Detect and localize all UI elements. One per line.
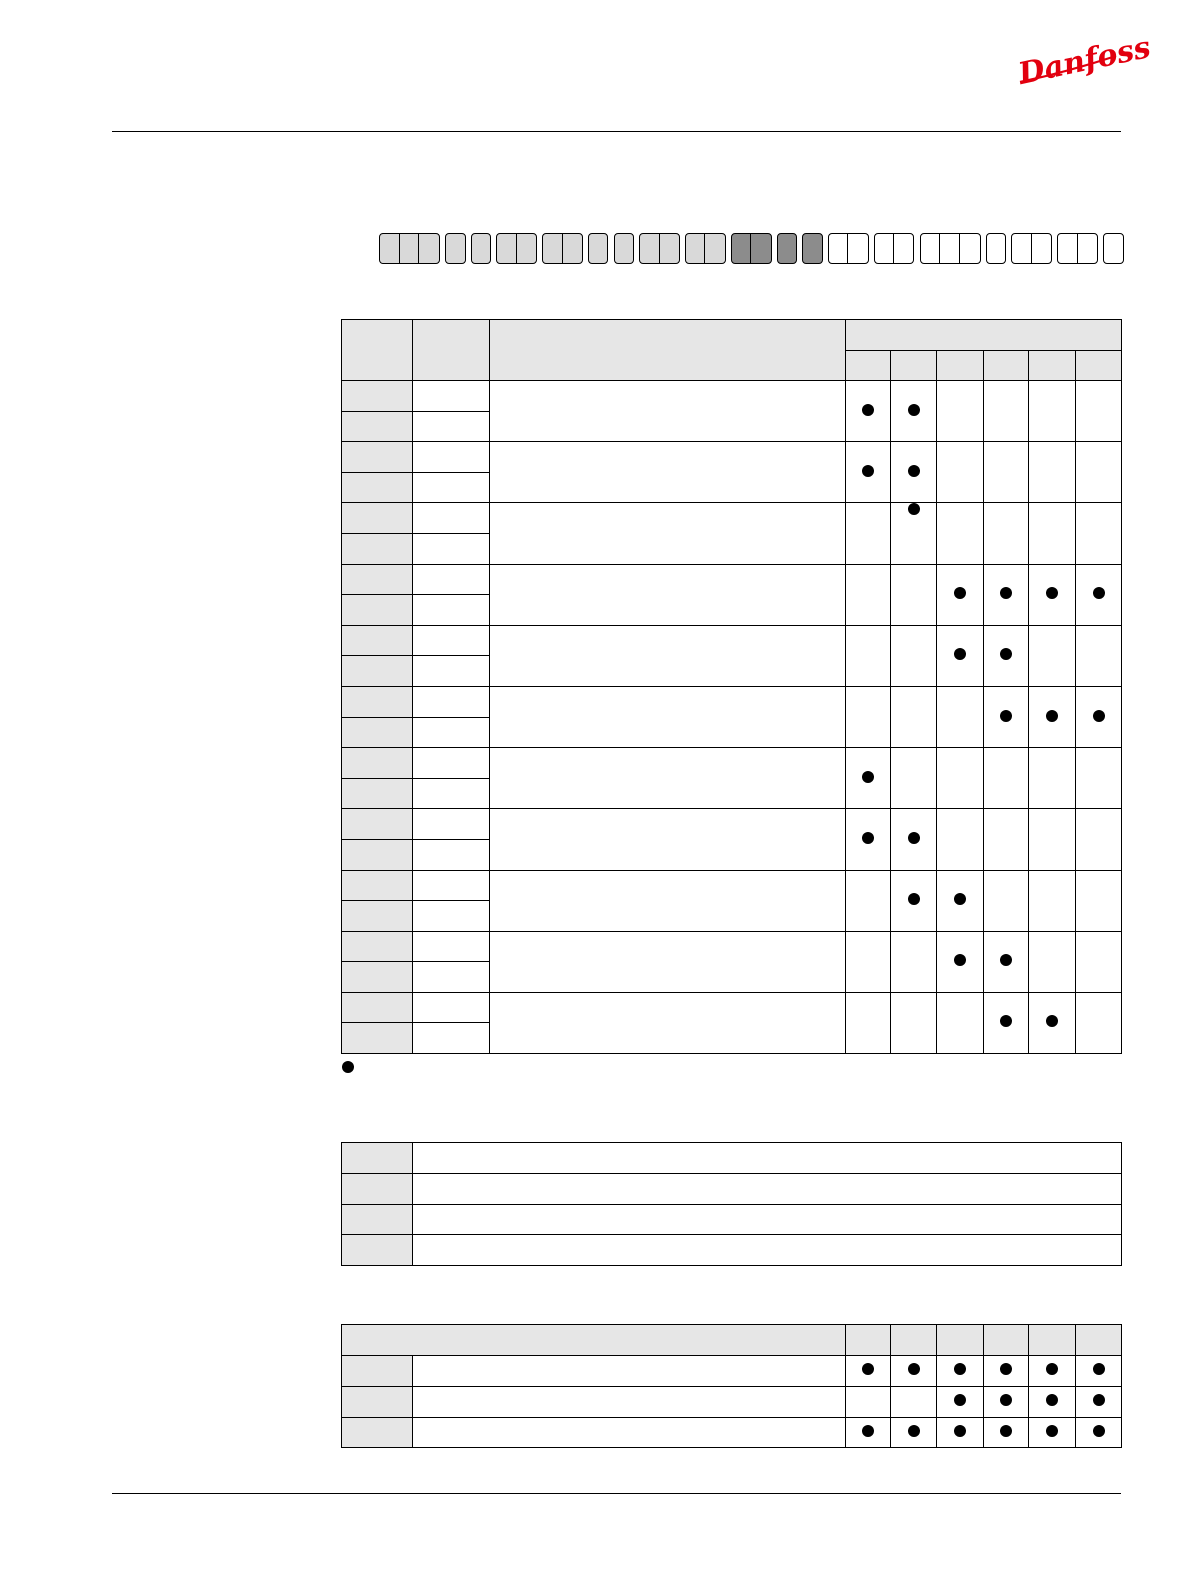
header-subcell [891,1325,937,1356]
table-row [342,1356,1122,1387]
description-cell [490,992,846,1053]
code-cell [342,503,413,534]
code-position-cell [778,234,796,263]
code-cell [342,931,413,962]
table-row [342,1204,1122,1235]
availability-cell [846,870,891,931]
code-position-group [471,233,491,264]
availability-cell [937,381,984,442]
header-cell-col1 [342,320,413,381]
bullet-icon [862,1363,874,1375]
availability-cell [1029,931,1076,992]
code-position-cell [987,234,1005,263]
header-subcell [937,351,984,381]
code-position-group [614,233,634,264]
code-position-group [1011,233,1052,264]
availability-cell [1029,1386,1076,1417]
header-subcell [984,1325,1029,1356]
description-cell [413,1356,846,1387]
bullet-icon [1000,648,1012,660]
svg-text:Danfoss: Danfoss [1015,29,1154,93]
bullet-icon [1093,587,1105,599]
description-cell [413,1204,1122,1235]
code-cell [342,992,413,1023]
code-position-cell [446,234,464,263]
code-position-cell [660,234,679,263]
code-cell [342,1235,413,1266]
options-table [341,319,1122,1054]
availability-cell [846,809,891,870]
availability-cell [984,931,1029,992]
availability-cell [846,686,891,747]
table-row [342,870,1122,901]
availability-cell [984,748,1029,809]
danfoss-logo [1012,29,1154,93]
description-cell [413,1386,846,1417]
bullet-icon [1093,1363,1105,1375]
code-position-group [828,233,869,264]
code-cell [342,595,413,626]
description-cell [413,1235,1122,1266]
code-cell [342,1386,413,1417]
bullet-icon [954,954,966,966]
availability-cell [846,503,891,564]
availability-cell [891,992,937,1053]
code-cell [342,839,413,870]
value-cell [413,809,490,840]
code-cell [342,809,413,840]
availability-cell [1029,1417,1076,1448]
bullet-icon [1000,1363,1012,1375]
bullet-icon [1000,1015,1012,1027]
availability-cell [846,1417,891,1448]
value-cell [413,595,490,626]
availability-cell [1029,686,1076,747]
availability-cell [891,686,937,747]
bullet-icon [1093,1394,1105,1406]
table-row [342,809,1122,840]
code-position-group [1057,233,1098,264]
value-cell [413,717,490,748]
code-cell [342,1173,413,1204]
code-position-cell [875,234,894,263]
availability-cell [846,381,891,442]
code-cell [342,472,413,503]
header-group-cell [846,320,1122,351]
description-cell [413,1143,1122,1174]
availability-cell [846,625,891,686]
availability-cell [937,1356,984,1387]
availability-cell [1029,1356,1076,1387]
code-cell [342,686,413,717]
availability-cell [984,1386,1029,1417]
code-position-cell [543,234,562,263]
value-cell [413,472,490,503]
code-position-cell [803,234,821,263]
availability-cell [984,442,1029,503]
table-row [342,625,1122,656]
code-cell [342,1023,413,1054]
bullet-icon [1046,710,1058,722]
code-position-group [874,233,915,264]
value-cell [413,839,490,870]
availability-cell [891,809,937,870]
code-position-cell [400,234,420,263]
description-cell [490,931,846,992]
bullet-icon [1000,954,1012,966]
header-subcell [846,351,891,381]
code-position-group [986,233,1006,264]
code-position-cell [686,234,705,263]
table-row [342,931,1122,962]
availability-cell [1029,748,1076,809]
availability-cell [1029,809,1076,870]
code-position-cell [894,234,913,263]
table-row [342,1173,1122,1204]
availability-cell [984,503,1029,564]
description-cell [490,870,846,931]
value-cell [413,381,490,412]
value-cell [413,870,490,901]
bullet-icon [1046,1425,1058,1437]
header-cell-col2 [413,320,490,381]
table-row [342,1386,1122,1417]
bullet-icon [862,465,874,477]
header-subcell [846,1325,891,1356]
header-subcell [1076,351,1122,381]
value-cell [413,533,490,564]
bullet-icon [1046,1015,1058,1027]
availability-cell [937,625,984,686]
value-cell [413,931,490,962]
code-position-cell [497,234,516,263]
availability-cell [1076,503,1122,564]
availability-cell [937,809,984,870]
availability-cell [1076,809,1122,870]
availability-cell [984,809,1029,870]
value-cell [413,656,490,687]
header-subcell [984,351,1029,381]
availability-cell [1076,1386,1122,1417]
bullet-icon [908,465,920,477]
availability-cell [846,564,891,625]
availability-cell [984,870,1029,931]
availability-cell [891,870,937,931]
code-cell [342,442,413,473]
code-cell [342,870,413,901]
availability-cell [846,1356,891,1387]
availability-cell [891,1417,937,1448]
header-divider [112,131,1121,132]
availability-cell [1076,870,1122,931]
bullet-icon [1000,710,1012,722]
code-cell [342,564,413,595]
code-position-cell [921,234,941,263]
availability-cell [891,564,937,625]
description-cell [490,503,846,564]
availability-cell [1029,564,1076,625]
bullet-icon [954,1363,966,1375]
code-position-group [802,233,822,264]
value-cell [413,901,490,932]
code-position-group [639,233,680,264]
bullet-icon [954,648,966,660]
code-position-cell [472,234,490,263]
code-position-group [496,233,537,264]
availability-cell [937,1386,984,1417]
availability-cell [937,931,984,992]
bullet-icon [862,771,874,783]
description-cell [413,1173,1122,1204]
availability-cell [937,564,984,625]
legend-bullet-icon [342,1061,354,1073]
code-cell [342,625,413,656]
header-subcell [1029,351,1076,381]
availability-cell [846,1386,891,1417]
code-position-cell [615,234,633,263]
code-position-group [588,233,608,264]
table-row [342,992,1122,1023]
bullet-icon [862,1425,874,1437]
header-subcell [1029,1325,1076,1356]
code-cell [342,901,413,932]
availability-cell [984,1356,1029,1387]
availability-cell [1029,625,1076,686]
bullet-icon [1046,1363,1058,1375]
bullet-icon [1000,1394,1012,1406]
code-position-group [685,233,726,264]
bullet-icon [1000,1425,1012,1437]
code-cell [342,381,413,412]
code-position-cell [563,234,582,263]
bullet-icon [954,587,966,599]
description-cell [490,442,846,503]
description-cell [490,748,846,809]
code-legend-table [341,1142,1122,1266]
bullet-icon [908,893,920,905]
availability-cell [891,1356,937,1387]
availability-cell [1029,503,1076,564]
code-position-group [731,233,772,264]
availability-cell [984,686,1029,747]
availability-cell [1029,381,1076,442]
availability-cell [1029,870,1076,931]
availability-cell [984,381,1029,442]
availability-cell [891,442,937,503]
availability-cell [1029,442,1076,503]
bullet-icon [862,404,874,416]
table-header-row [342,320,1122,351]
footer-divider [112,1493,1121,1494]
value-cell [413,748,490,779]
code-position-group [379,233,440,264]
code-position-cell [380,234,400,263]
value-cell [413,442,490,473]
bullet-icon [908,404,920,416]
availability-cell [891,1386,937,1417]
availability-cell [846,748,891,809]
code-position-group [445,233,465,264]
availability-cell [891,748,937,809]
code-position-cell [751,234,770,263]
description-cell [490,625,846,686]
availability-cell [846,931,891,992]
availability-cell [891,625,937,686]
availability-cell [1076,931,1122,992]
availability-cell [984,1417,1029,1448]
table-row [342,686,1122,717]
description-cell [490,686,846,747]
code-position-cell [419,234,439,263]
code-cell [342,748,413,779]
availability-cell [1076,1417,1122,1448]
bullet-icon [954,893,966,905]
table-row [342,442,1122,473]
code-position-cell [1058,234,1077,263]
code-position-cell [705,234,724,263]
table-row [342,748,1122,779]
availability-cell [891,931,937,992]
value-cell [413,962,490,993]
table-row [342,1235,1122,1266]
availability-cell [1076,564,1122,625]
value-cell [413,503,490,534]
bullet-icon [954,1425,966,1437]
code-cell [342,962,413,993]
availability-cell [1076,748,1122,809]
bullet-icon [908,1363,920,1375]
code-position-cell [517,234,536,263]
bullet-icon [908,832,920,844]
code-position-cell [848,234,867,263]
bullet-icon [1046,1394,1058,1406]
code-position-cell [1012,234,1031,263]
header-subcell [891,351,937,381]
bullet-icon [908,503,920,515]
availability-cell [846,992,891,1053]
code-cell [342,411,413,442]
code-cell [342,1417,413,1448]
bullet-icon [1093,1425,1105,1437]
availability-cell [937,870,984,931]
value-cell [413,411,490,442]
availability-cell [891,381,937,442]
availability-cell [1076,442,1122,503]
availability-cell [984,564,1029,625]
code-position-group [777,233,797,264]
value-cell [413,625,490,656]
code-position-cell [640,234,659,263]
description-cell [490,381,846,442]
code-cell [342,1143,413,1174]
code-position-cell [1032,234,1051,263]
availability-cell [937,686,984,747]
availability-cell [984,625,1029,686]
table-header-row [342,1325,1122,1356]
availability-cell [937,503,984,564]
code-position-cell [940,234,960,263]
code-position-cell [589,234,607,263]
value-cell [413,686,490,717]
availability-cell [937,1417,984,1448]
value-cell [413,992,490,1023]
value-cell [413,778,490,809]
bullet-icon [1000,587,1012,599]
code-position-cell [1078,234,1097,263]
availability-cell [1076,992,1122,1053]
bullet-icon [862,832,874,844]
table-row [342,503,1122,534]
availability-table [341,1324,1122,1448]
availability-cell [1076,1356,1122,1387]
availability-cell [846,442,891,503]
header-subcell [937,1325,984,1356]
value-cell [413,564,490,595]
bullet-icon [1093,710,1105,722]
availability-cell [937,442,984,503]
value-cell [413,1023,490,1054]
bullet-icon [1046,587,1058,599]
bullet-icon [954,1394,966,1406]
availability-cell [1029,992,1076,1053]
code-cell [342,717,413,748]
availability-cell [891,503,937,564]
availability-cell [984,992,1029,1053]
code-cell [342,533,413,564]
code-position-cell [1104,234,1122,263]
code-position-group [1103,233,1123,264]
code-position-group [542,233,583,264]
availability-cell [1076,686,1122,747]
header-cell-desc [490,320,846,381]
code-position-cell [732,234,751,263]
header-cell [342,1325,846,1356]
code-position-group [920,233,981,264]
table-row [342,1417,1122,1448]
description-cell [413,1417,846,1448]
code-cell [342,656,413,687]
header-subcell [1076,1325,1122,1356]
availability-cell [937,748,984,809]
code-cell [342,1356,413,1387]
code-cell [342,778,413,809]
code-cell [342,1204,413,1235]
table-row [342,1143,1122,1174]
description-cell [490,809,846,870]
code-position-cell [960,234,980,263]
table-row [342,381,1122,412]
availability-cell [1076,625,1122,686]
bullet-icon [908,1425,920,1437]
table-row [342,564,1122,595]
availability-cell [1076,381,1122,442]
availability-cell [937,992,984,1053]
code-position-cell [829,234,848,263]
description-cell [490,564,846,625]
